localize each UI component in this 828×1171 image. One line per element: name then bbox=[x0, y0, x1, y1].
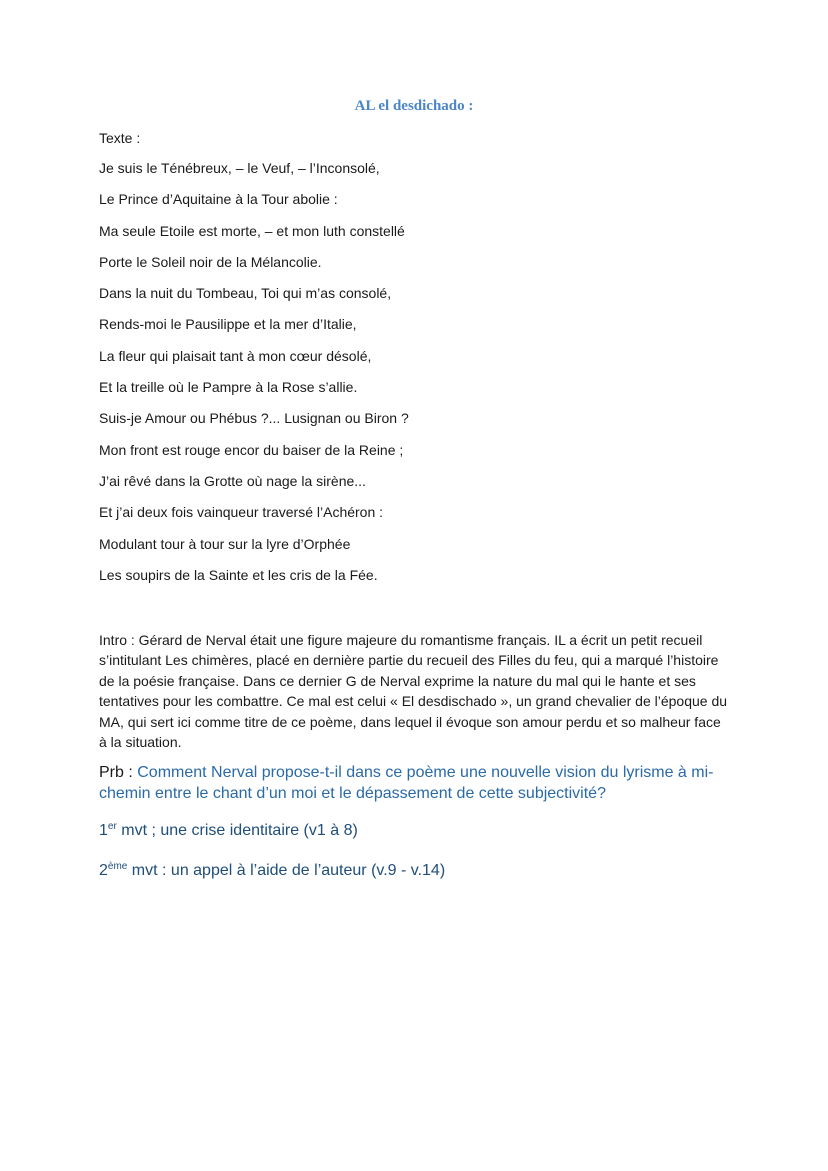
problem-statement bbox=[99, 762, 739, 804]
poem-line: Je suis le Ténébreux, – le Veuf, – l’Inconsolé, bbox=[99, 160, 380, 176]
movement-2-number: 2 bbox=[99, 862, 108, 879]
movement-1 bbox=[99, 822, 358, 840]
poem-line: Et j’ai deux fois vainqueur traversé l’Achéron : bbox=[99, 504, 384, 521]
movement-2 bbox=[99, 862, 445, 880]
problem-text: Comment Nerval propose-t-il dans ce poème une nouvelle vision du lyrisme à mi-chemin entre le chant d’un moi et le dépassement de cette subjectivité? bbox=[99, 764, 714, 802]
document-title: AL el desdichado : bbox=[354, 98, 474, 114]
movement-2-ordinal: ème bbox=[107, 861, 128, 872]
movement-1-ordinal: er bbox=[107, 821, 117, 832]
poem-line: Dans la nuit du Tombeau, Toi qui m’as consolé, bbox=[99, 285, 392, 302]
poem-line: J’ai rêvé dans la Grotte où nage la sirène... bbox=[99, 472, 366, 489]
problem-label: Prb : bbox=[99, 764, 138, 781]
poem-line: Le Prince d’Aquitaine à la Tour abolie : bbox=[99, 191, 338, 208]
poem-line: La fleur qui plaisait tant à mon cœur désolé, bbox=[99, 347, 372, 364]
poem-line: Suis-je Amour ou Phébus ?... Lusignan ou Biron ? bbox=[99, 410, 409, 427]
poem-line: Ma seule Etoile est morte, – et mon luth constellé bbox=[99, 222, 405, 239]
movement-1-text: mvt ; une crise identitaire (v1 à 8) bbox=[116, 822, 358, 839]
poem-line: Mon front est rouge encor du baiser de la Reine ; bbox=[99, 441, 404, 458]
poem-line: Et la treille où le Pampre à la Rose s’allie. bbox=[99, 379, 358, 396]
texte-label: Texte : bbox=[99, 130, 141, 146]
poem-line: Porte le Soleil noir de la Mélancolie. bbox=[99, 253, 322, 270]
poem-line: Rends-moi le Pausilippe et la mer d’Italie, bbox=[99, 316, 357, 333]
poem bbox=[99, 161, 409, 599]
poem-line: Les soupirs de la Sainte et les cris de la Fée. bbox=[99, 566, 378, 583]
movement-2-text: mvt : un appel à l’aide de l’auteur (v.9 - v.14) bbox=[127, 862, 446, 879]
intro-paragraph: Intro : Gérard de Nerval était une figure majeure du romantisme français. IL a écrit un petit recueil s’intitulant Les chimères, placé en dernière partie du recueil des Filles du feu, qui a marqué l’histoire de la poésie française. Dans ce dernier G de Nerval exprime la nature du mal qui le hante et ses tentatives pour les combattre. Ce mal est celui « El desdischado », un grand chevalier de l’époque du MA, qui sert ici comme titre de ce poème, dans lequel il évoque son amour perdu et so malheur face à la situation. bbox=[99, 632, 728, 751]
movement-1-number: 1 bbox=[99, 822, 108, 839]
poem-line: Modulant tour à tour sur la lyre d’Orphée bbox=[99, 535, 351, 552]
